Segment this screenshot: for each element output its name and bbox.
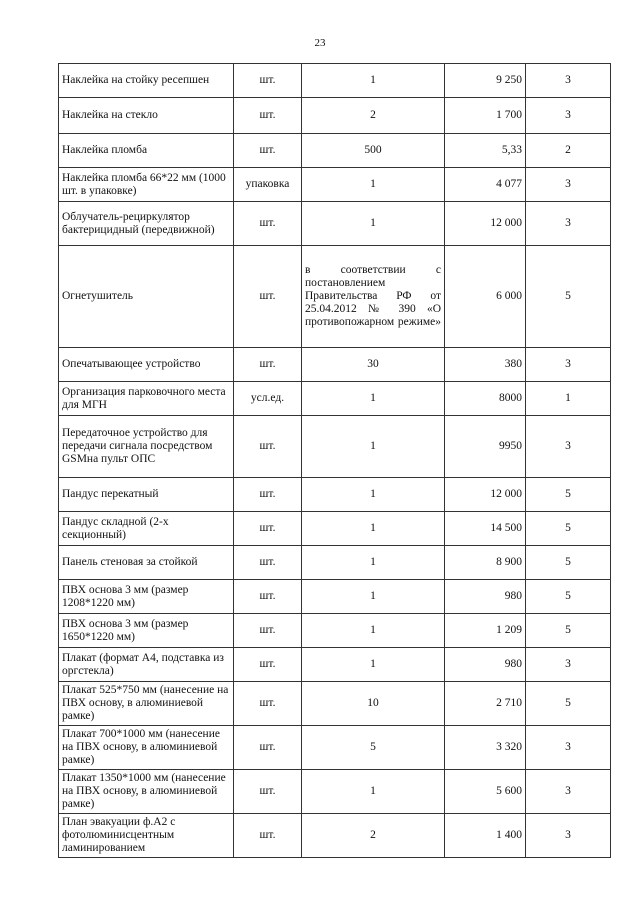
quantity-cell: 1 <box>302 478 445 512</box>
term-cell: 1 <box>526 382 611 416</box>
item-name-cell: Панель стеновая за стойкой <box>59 546 234 580</box>
price-cell: 3 320 <box>445 726 526 770</box>
quantity-cell: 1 <box>302 202 445 246</box>
unit-cell: шт. <box>234 202 302 246</box>
price-cell: 4 077 <box>445 168 526 202</box>
table-row <box>59 770 611 814</box>
table-row <box>59 168 611 202</box>
item-name-cell: Наклейка пломба 66*22 мм (1000 шт. в упаковке) <box>59 168 234 202</box>
price-cell: 1 700 <box>445 98 526 134</box>
term-cell: 3 <box>526 202 611 246</box>
price-cell: 5,33 <box>445 134 526 168</box>
table-row <box>59 614 611 648</box>
item-name-cell: Плакат 700*1000 мм (нанесение на ПВХ основу, в алюминиевой рамке) <box>59 726 234 770</box>
table-row <box>59 348 611 382</box>
item-name-cell: Наклейка на стойку ресепшен <box>59 64 234 98</box>
quantity-cell: 1 <box>302 770 445 814</box>
price-cell: 12 000 <box>445 478 526 512</box>
quantity-cell: 1 <box>302 648 445 682</box>
unit-cell: шт. <box>234 726 302 770</box>
quantity-cell: 30 <box>302 348 445 382</box>
item-name-cell: ПВХ основа 3 мм (размер 1650*1220 мм) <box>59 614 234 648</box>
item-name-cell: Пандус складной (2-х секционный) <box>59 512 234 546</box>
unit-cell: шт. <box>234 512 302 546</box>
quantity-cell: 5 <box>302 726 445 770</box>
unit-cell: шт. <box>234 64 302 98</box>
item-name-cell: Плакат 1350*1000 мм (нанесение на ПВХ основу, в алюминиевой рамке) <box>59 770 234 814</box>
quantity-cell: 1 <box>302 168 445 202</box>
term-cell: 5 <box>526 246 611 348</box>
term-cell: 2 <box>526 134 611 168</box>
quantity-cell: 1 <box>302 546 445 580</box>
items-table-body <box>59 64 611 858</box>
table-row <box>59 382 611 416</box>
quantity-cell: 1 <box>302 382 445 416</box>
item-name-cell: ПВХ основа 3 мм (размер 1208*1220 мм) <box>59 580 234 614</box>
unit-cell: шт. <box>234 546 302 580</box>
unit-cell: шт. <box>234 348 302 382</box>
item-name-cell: Передаточное устройство для передачи сигнала посредством GSMна пульт ОПС <box>59 416 234 478</box>
table-row <box>59 512 611 546</box>
item-name-cell: Плакат (формат А4, подставка из оргстекла) <box>59 648 234 682</box>
table-row <box>59 416 611 478</box>
item-name-cell: План эвакуации ф.А2 с фотолюминисцентным ламинированием <box>59 814 234 858</box>
item-name-cell: Облучатель-рециркулятор бактерицидный (передвижной) <box>59 202 234 246</box>
table-row <box>59 478 611 512</box>
price-cell: 1 400 <box>445 814 526 858</box>
items-table <box>58 63 611 858</box>
quantity-cell: в соответствии с постановлением Правительства РФ от 25.04.2012 № 390 «О противопожарном режиме» <box>302 246 445 348</box>
unit-cell: шт. <box>234 814 302 858</box>
price-cell: 2 710 <box>445 682 526 726</box>
table-row <box>59 648 611 682</box>
term-cell: 3 <box>526 64 611 98</box>
price-cell: 12 000 <box>445 202 526 246</box>
unit-cell: шт. <box>234 478 302 512</box>
unit-cell: шт. <box>234 416 302 478</box>
quantity-cell: 2 <box>302 98 445 134</box>
unit-cell: усл.ед. <box>234 382 302 416</box>
item-name-cell: Огнетушитель <box>59 246 234 348</box>
item-name-cell: Наклейка пломба <box>59 134 234 168</box>
quantity-cell: 1 <box>302 512 445 546</box>
table-row <box>59 202 611 246</box>
quantity-cell: 500 <box>302 134 445 168</box>
price-cell: 980 <box>445 580 526 614</box>
term-cell: 5 <box>526 682 611 726</box>
unit-cell: шт. <box>234 648 302 682</box>
item-name-cell: Организация парковочного места для МГН <box>59 382 234 416</box>
term-cell: 3 <box>526 726 611 770</box>
item-name-cell: Плакат 525*750 мм (нанесение на ПВХ основу, в алюминиевой рамке) <box>59 682 234 726</box>
unit-cell: шт. <box>234 246 302 348</box>
unit-cell: шт. <box>234 134 302 168</box>
quantity-cell: 1 <box>302 580 445 614</box>
price-cell: 380 <box>445 348 526 382</box>
item-name-cell: Опечатывающее устройство <box>59 348 234 382</box>
quantity-cell: 1 <box>302 416 445 478</box>
unit-cell: шт. <box>234 770 302 814</box>
table-row <box>59 134 611 168</box>
price-cell: 5 600 <box>445 770 526 814</box>
term-cell: 3 <box>526 168 611 202</box>
term-cell: 5 <box>526 580 611 614</box>
unit-cell: упаковка <box>234 168 302 202</box>
price-cell: 9950 <box>445 416 526 478</box>
unit-cell: шт. <box>234 98 302 134</box>
price-cell: 9 250 <box>445 64 526 98</box>
price-cell: 8 900 <box>445 546 526 580</box>
table-row <box>59 546 611 580</box>
price-cell: 1 209 <box>445 614 526 648</box>
price-cell: 980 <box>445 648 526 682</box>
table-row <box>59 64 611 98</box>
table-row <box>59 814 611 858</box>
unit-cell: шт. <box>234 682 302 726</box>
table-row <box>59 580 611 614</box>
term-cell: 3 <box>526 98 611 134</box>
item-name-cell: Пандус перекатный <box>59 478 234 512</box>
term-cell: 3 <box>526 814 611 858</box>
page-number: 23 <box>314 37 326 49</box>
term-cell: 5 <box>526 512 611 546</box>
table-row <box>59 98 611 134</box>
quantity-cell: 1 <box>302 64 445 98</box>
term-cell: 3 <box>526 416 611 478</box>
term-cell: 3 <box>526 648 611 682</box>
price-cell: 14 500 <box>445 512 526 546</box>
term-cell: 3 <box>526 348 611 382</box>
quantity-cell: 1 <box>302 614 445 648</box>
term-cell: 3 <box>526 770 611 814</box>
unit-cell: шт. <box>234 580 302 614</box>
item-name-cell: Наклейка на стекло <box>59 98 234 134</box>
table-row <box>59 682 611 726</box>
table-row <box>59 726 611 770</box>
unit-cell: шт. <box>234 614 302 648</box>
term-cell: 5 <box>526 614 611 648</box>
price-cell: 6 000 <box>445 246 526 348</box>
price-cell: 8000 <box>445 382 526 416</box>
quantity-cell: 2 <box>302 814 445 858</box>
term-cell: 5 <box>526 546 611 580</box>
table-row <box>59 246 611 348</box>
term-cell: 5 <box>526 478 611 512</box>
quantity-cell: 10 <box>302 682 445 726</box>
